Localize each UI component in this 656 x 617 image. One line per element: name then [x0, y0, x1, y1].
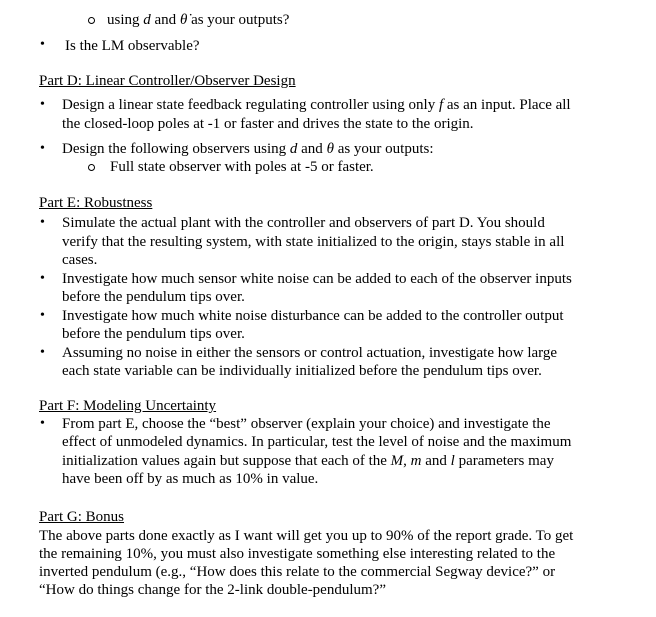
part-e-bullet-3-line-1: Investigate how much white noise disturbance can be added to the controller output	[62, 308, 564, 324]
part-d-sub-item: Full state observer with poles at -5 or faster.	[110, 159, 374, 175]
observable-question: Is the LM observable?	[65, 38, 200, 54]
part-d-bullet-1-line-2: the closed-loop poles at -1 or faster and drives the state to the origin.	[62, 116, 474, 132]
part-e-bullet-3-line-2: before the pendulum tips over.	[62, 326, 245, 342]
sub-bullet-icon	[88, 164, 95, 171]
bullet-icon: •	[40, 416, 45, 431]
part-g-line-4: “How do things change for the 2-link double-pendulum?”	[39, 582, 386, 598]
part-g-heading: Part G: Bonus	[39, 509, 125, 525]
sub-bullet-icon	[88, 17, 95, 24]
bullet-icon: •	[40, 345, 45, 360]
bullet-icon: •	[40, 37, 45, 52]
part-f-line-4: have been off by as much as 10% in value.	[62, 471, 319, 487]
bullet-icon: •	[40, 97, 45, 112]
part-e-bullet-2-line-2: before the pendulum tips over.	[62, 289, 245, 305]
part-d-bullet-2: Design the following observers using d and θ as your outputs:	[62, 141, 434, 157]
bullet-icon: •	[40, 271, 45, 286]
part-f-line-3: initialization values again but suppose that each of the M, m and l parameters may	[62, 453, 554, 469]
part-e-heading: Part E: Robustness	[39, 195, 153, 211]
part-e-bullet-4-line-2: each state variable can be individually initialized before the pendulum tips over.	[62, 363, 542, 379]
part-e-bullet-2-line-1: Investigate how much sensor white noise can be added to each of the observer inputs	[62, 271, 572, 287]
part-g-line-2: the remaining 10%, you must also investigate something else interesting related to the	[39, 546, 556, 562]
part-g-line-3: inverted pendulum (e.g., “How does this relate to the commercial Segway device?” or	[39, 564, 556, 580]
part-e-bullet-4-line-1: Assuming no noise in either the sensors or control actuation, investigate how large	[62, 345, 558, 361]
part-g-line-1: The above parts done exactly as I want will get you up to 90% of the report grade. To get	[39, 528, 574, 544]
bullet-icon: •	[40, 308, 45, 323]
sub-item-outputs-question: using d and θ̇ as your outputs?	[107, 12, 290, 28]
part-f-line-1: From part E, choose the “best” observer (explain your choice) and investigate the	[62, 416, 551, 432]
bullet-icon: •	[40, 215, 45, 230]
part-d-bullet-1-line-1: Design a linear state feedback regulating controller using only f as an input. Place all	[62, 97, 571, 113]
part-f-heading: Part F: Modeling Uncertainty	[39, 398, 217, 414]
part-d-heading: Part D: Linear Controller/Observer Design	[39, 73, 296, 89]
bullet-icon: •	[40, 141, 45, 156]
part-e-bullet-1-line-2: verify that the resulting system, with state initialized to the origin, stays stable in all	[62, 234, 565, 250]
part-e-bullet-1-line-3: cases.	[62, 252, 98, 268]
part-f-line-2: effect of unmodeled dynamics. In particular, test the level of noise and the maximum	[62, 434, 572, 450]
part-e-bullet-1-line-1: Simulate the actual plant with the controller and observers of part D. You should	[62, 215, 545, 231]
